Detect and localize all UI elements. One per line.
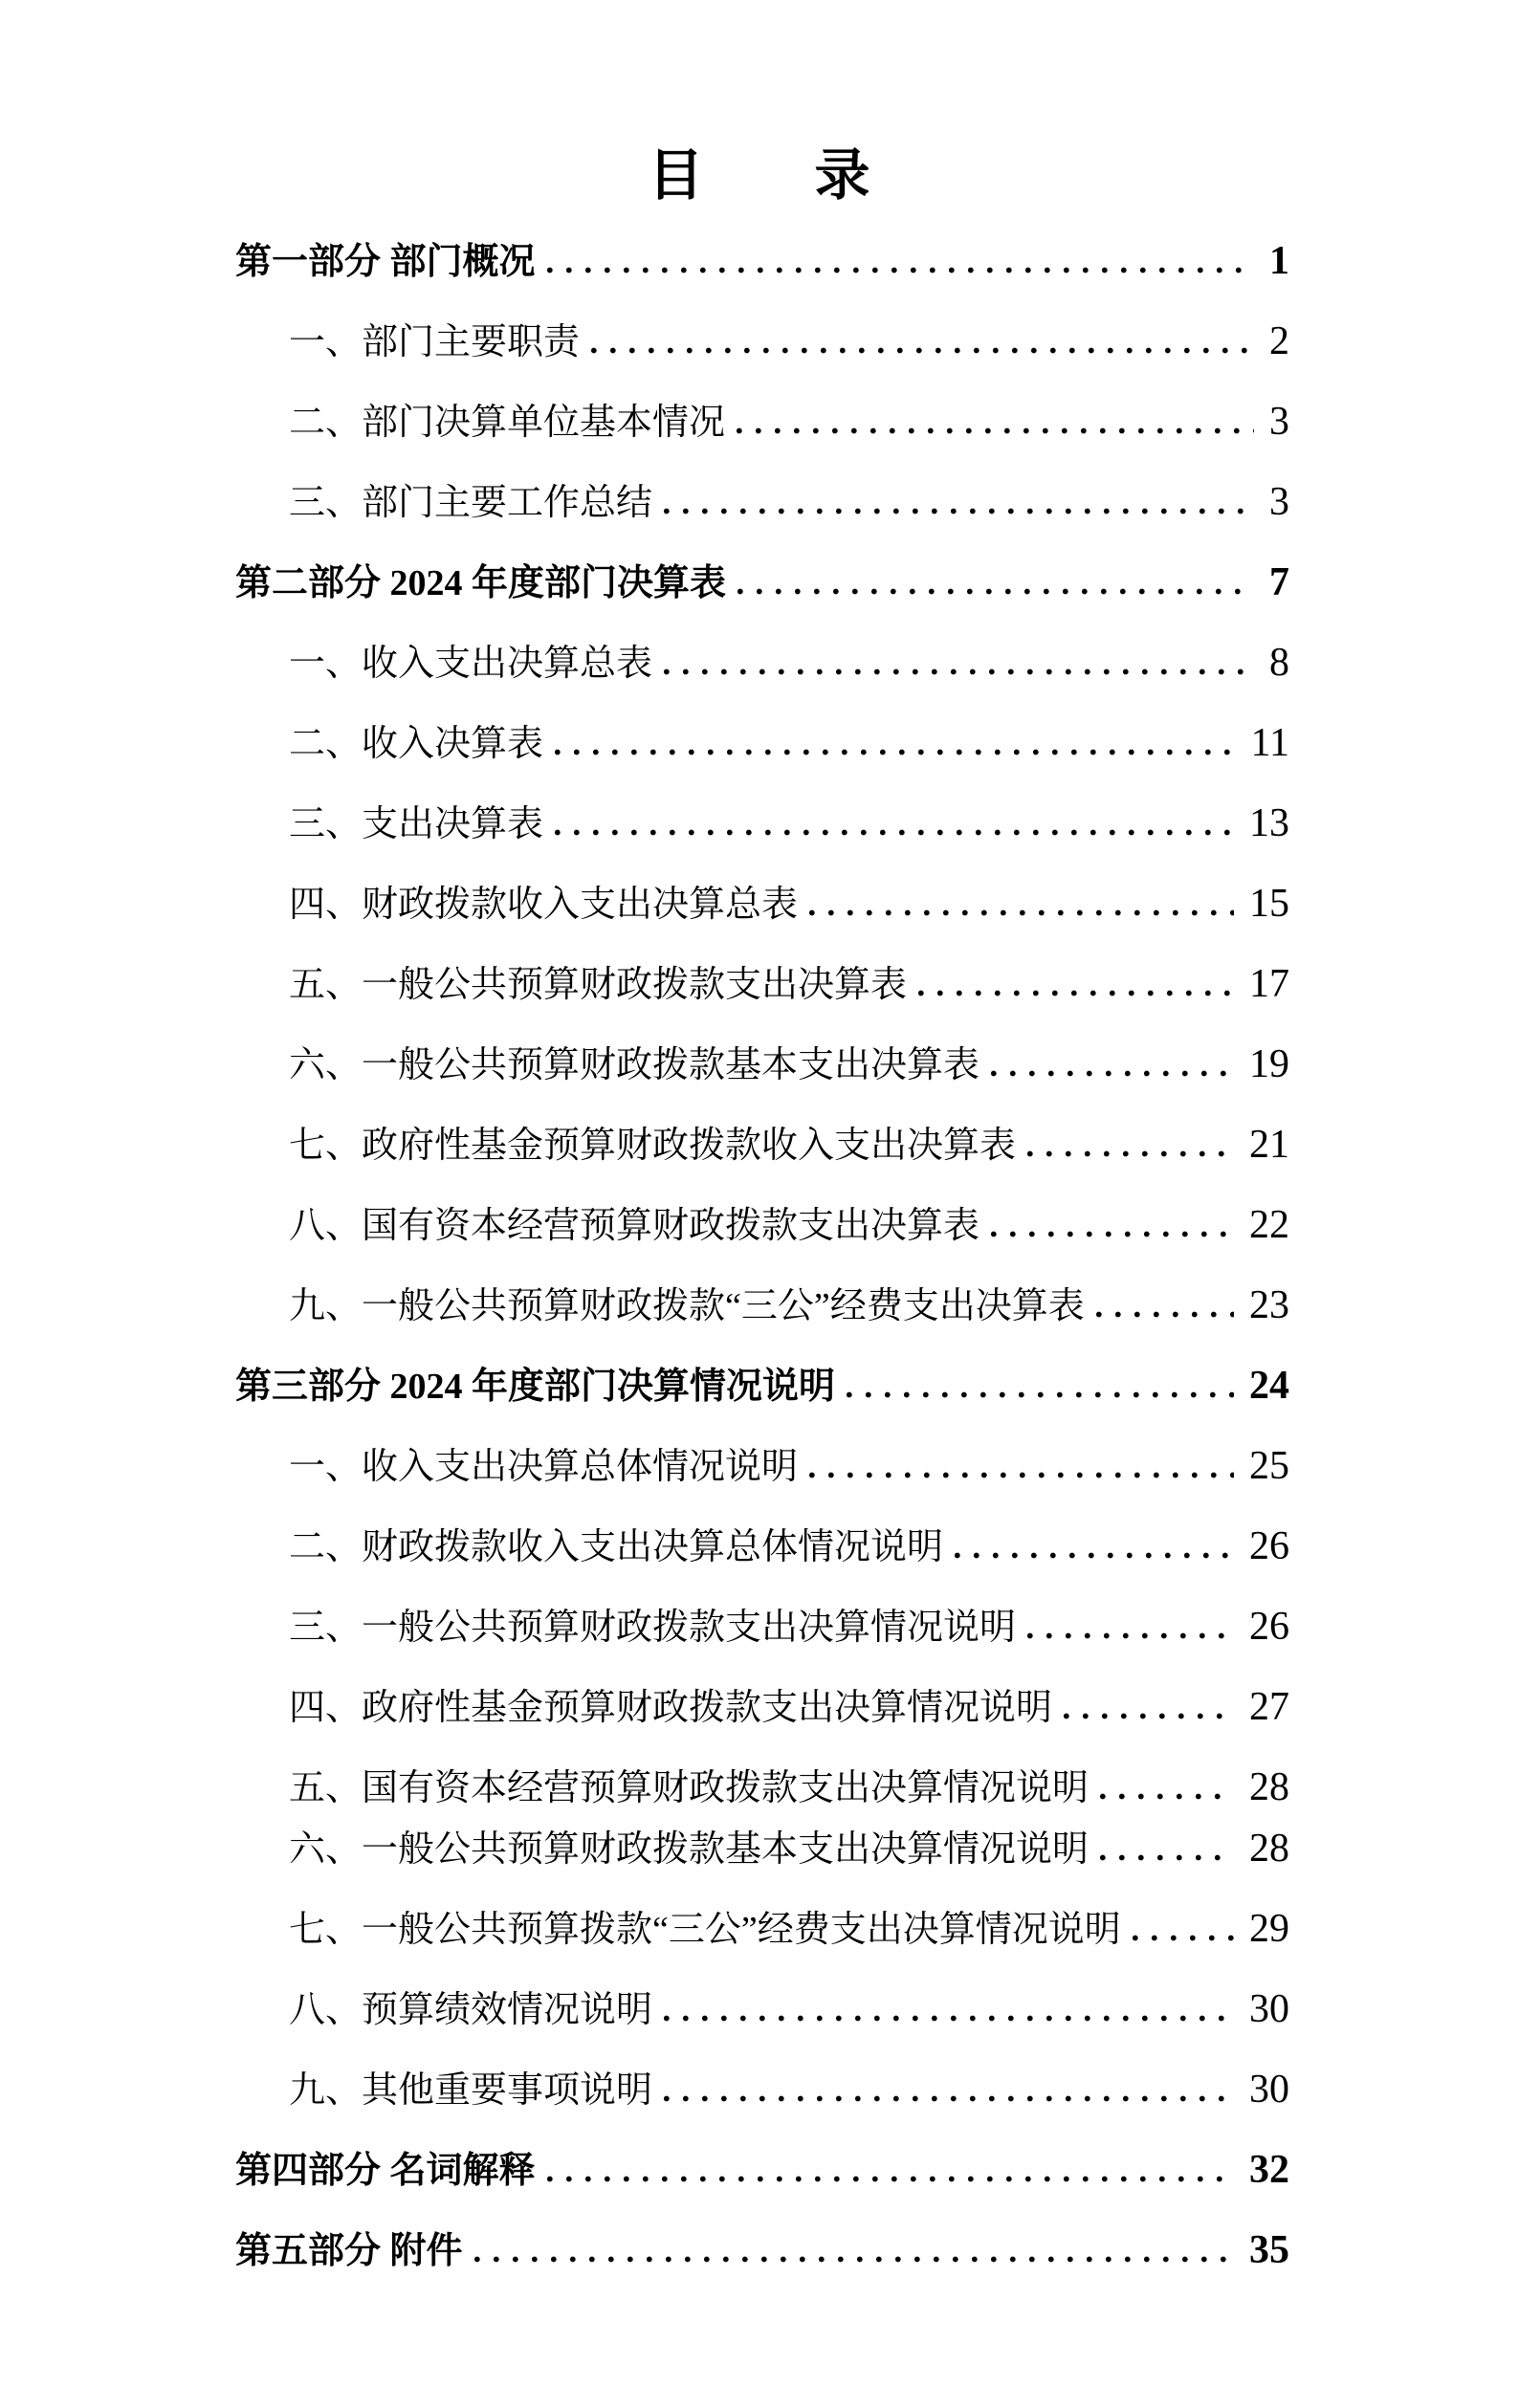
toc-entry-label: 一、收入支出决算总表 (289, 644, 653, 684)
toc-entry[interactable] (235, 2068, 1289, 2112)
toc-entry-label: 二、部门决算单位基本情况 (289, 403, 726, 443)
toc-entry-label: 三、部门主要工作总结 (289, 483, 653, 523)
toc-entry-label: 九、其他重要事项说明 (289, 2070, 653, 2111)
toc-entry[interactable] (235, 1605, 1289, 1649)
toc-dot-leader (1133, 1935, 1234, 1941)
toc-entry-label: 五、国有资本经营预算财政拨款支出决算情况说明 (289, 1768, 1089, 1808)
toc-page-number: 30 (1249, 1987, 1289, 2031)
toc-entry[interactable] (235, 319, 1289, 363)
toc-page-number: 19 (1249, 1042, 1289, 1086)
toc-page-number: 23 (1249, 1283, 1289, 1327)
toc-page-number: 28 (1249, 1765, 1289, 1809)
toc-entry[interactable] (235, 721, 1289, 765)
toc-page-number: 11 (1250, 721, 1289, 765)
toc-entry[interactable] (235, 1283, 1289, 1327)
toc-page-number: 15 (1249, 882, 1289, 926)
toc-entry[interactable] (235, 1827, 1289, 1871)
toc-entry-label: 四、财政拨款收入支出决算总表 (289, 885, 799, 925)
toc-dot-leader (955, 1552, 1234, 1559)
toc-entry-label: 九、一般公共预算财政拨款“三公”经费支出决算表 (289, 1286, 1085, 1326)
toc-dot-leader (555, 749, 1236, 755)
toc-page-number: 26 (1249, 1524, 1289, 1568)
toc-entry-label: 七、一般公共预算拨款“三公”经费支出决算情况说明 (289, 1910, 1121, 1950)
toc-entry[interactable] (235, 1685, 1289, 1729)
toc-page-number: 22 (1249, 1203, 1289, 1247)
toc-entry-label: 二、财政拨款收入支出决算总体情况说明 (289, 1527, 944, 1567)
toc-entry-label: 一、部门主要职责 (289, 322, 581, 362)
toc-page-number: 35 (1249, 2228, 1289, 2272)
toc-list (235, 239, 1289, 2309)
page-title: 目 录 (648, 144, 870, 207)
toc-dot-leader (664, 508, 1254, 514)
toc-dot-leader (591, 347, 1254, 354)
toc-page-number: 25 (1249, 1444, 1289, 1488)
toc-page-number: 17 (1249, 962, 1289, 1006)
toc-entry[interactable] (235, 1123, 1289, 1167)
toc-page-number: 2 (1269, 319, 1289, 363)
toc-entry[interactable] (235, 1524, 1289, 1568)
toc-entry-label: 三、支出决算表 (289, 804, 544, 844)
toc-entry-label: 七、政府性基金预算财政拨款收入支出决算表 (289, 1126, 1017, 1166)
toc-dot-leader (1100, 1793, 1234, 1800)
toc-page-number: 30 (1249, 2068, 1289, 2112)
toc-entry[interactable] (235, 882, 1289, 926)
toc-dot-leader (664, 2015, 1234, 2022)
toc-dot-leader (1064, 1713, 1234, 1719)
toc-entry[interactable] (235, 641, 1289, 685)
toc-dot-leader (737, 588, 1254, 595)
toc-entry-label: 第三部分 2024 年度部门决算情况说明 (235, 1367, 836, 1407)
toc-entry-label: 六、一般公共预算财政拨款基本支出决算情况说明 (289, 1829, 1089, 1870)
toc-page-number: 13 (1249, 801, 1289, 845)
toc-entry-label: 第五部分 附件 (235, 2231, 463, 2271)
toc-dot-leader (664, 2095, 1234, 2102)
toc-dot-leader (1027, 1632, 1234, 1639)
toc-dot-leader (737, 427, 1254, 434)
toc-dot-leader (847, 1391, 1234, 1398)
toc-entry-label: 四、政府性基金预算财政拨款支出决算情况说明 (289, 1688, 1053, 1728)
toc-entry[interactable] (235, 2228, 1289, 2272)
toc-entry-label: 八、预算绩效情况说明 (289, 1990, 653, 2030)
toc-entry-label: 第二部分 2024 年度部门决算表 (235, 563, 727, 603)
toc-dot-leader (1096, 1311, 1234, 1318)
toc-entry[interactable] (235, 1907, 1289, 1951)
toc-entry-label: 二、收入决算表 (289, 724, 544, 764)
toc-entry[interactable] (235, 1765, 1289, 1809)
toc-dot-leader (991, 1231, 1234, 1237)
toc-page-number: 26 (1249, 1605, 1289, 1649)
toc-entry[interactable] (235, 1042, 1289, 1086)
toc-dot-leader (1027, 1150, 1234, 1157)
toc-page-number: 1 (1269, 239, 1289, 283)
toc-entry[interactable] (235, 801, 1289, 845)
toc-entry[interactable] (235, 560, 1289, 604)
toc-dot-leader (664, 668, 1254, 675)
toc-entry[interactable] (235, 1987, 1289, 2031)
toc-entry-label: 五、一般公共预算财政拨款支出决算表 (289, 965, 908, 1005)
toc-entry-label: 六、一般公共预算财政拨款基本支出决算表 (289, 1045, 980, 1085)
toc-entry-label: 八、国有资本经营预算财政拨款支出决算表 (289, 1206, 980, 1246)
toc-entry[interactable] (235, 400, 1289, 444)
toc-entry[interactable] (235, 480, 1289, 524)
toc-dot-leader (1100, 1854, 1234, 1861)
toc-entry-label: 第一部分 部门概况 (235, 242, 536, 282)
toc-entry[interactable] (235, 2148, 1289, 2192)
toc-entry[interactable] (235, 962, 1289, 1006)
toc-dot-leader (809, 1472, 1234, 1478)
toc-dot-leader (918, 990, 1234, 996)
toc-dot-leader (547, 267, 1254, 274)
toc-page-number: 32 (1249, 2148, 1289, 2192)
toc-dot-leader (555, 829, 1234, 836)
toc-page-number: 7 (1269, 560, 1289, 604)
toc-entry[interactable] (235, 1203, 1289, 1247)
toc-page-number: 28 (1249, 1827, 1289, 1871)
toc-page-number: 27 (1249, 1685, 1289, 1729)
toc-page-number: 8 (1269, 641, 1289, 685)
toc-page-number: 3 (1269, 480, 1289, 524)
toc-dot-leader (809, 909, 1234, 916)
toc-dot-leader (474, 2256, 1234, 2263)
toc-entry-label: 第四部分 名词解释 (235, 2151, 536, 2191)
toc-entry[interactable] (235, 1444, 1289, 1488)
toc-entry[interactable] (235, 1364, 1289, 1408)
toc-page-number: 21 (1249, 1123, 1289, 1167)
toc-page-number: 29 (1249, 1907, 1289, 1951)
toc-entry-label: 一、收入支出决算总体情况说明 (289, 1447, 799, 1487)
toc-entry[interactable] (235, 239, 1289, 283)
toc-page-number: 24 (1249, 1364, 1289, 1408)
toc-dot-leader (547, 2176, 1234, 2182)
toc-entry-label: 三、一般公共预算财政拨款支出决算情况说明 (289, 1608, 1017, 1648)
toc-page-number: 3 (1269, 400, 1289, 444)
toc-dot-leader (991, 1070, 1234, 1077)
